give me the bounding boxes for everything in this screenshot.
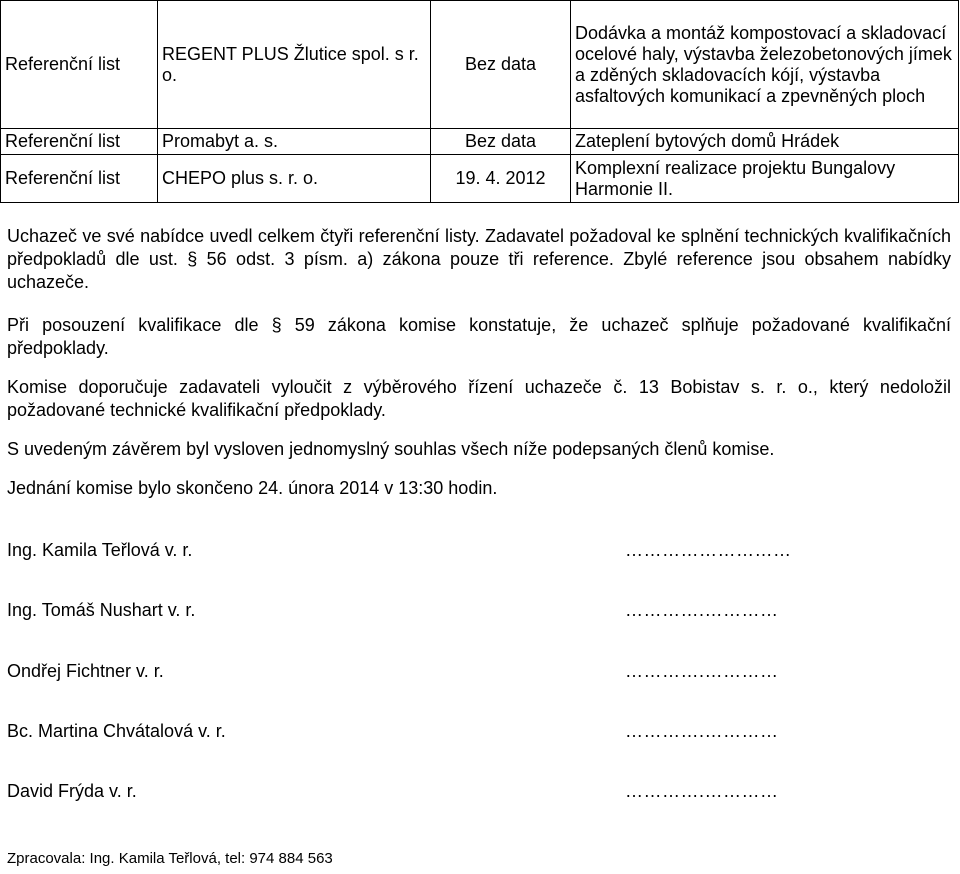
date-cell: 19. 4. 2012 [431, 155, 571, 203]
description-cell: Dodávka a montáž kompostovací a skladovací ocelové haly, výstavba železobetonových jímek a zděných skladovacích kójí, výstavba asfaltových komunikací a zpevněných ploch [571, 1, 959, 129]
paragraph-references: Uchazeč ve své nabídce uvedl celkem čtyři referenční listy. Zadavatel požadoval ke splnění technických kvalifikačních předpokladů dle ust. § 56 odst. 3 písm. a) zákona pouze tři reference. Zbylé reference jsou obsahem nabídky uchazeče. [7, 226, 951, 292]
prepared-by-footer: Zpracovala: Ing. Kamila Teřlová, tel: 974 884 563 [7, 850, 333, 867]
signature-line: ………….………… [625, 600, 779, 620]
signature-line: ………….………… [625, 721, 779, 741]
paragraph-exclusion: Komise doporučuje zadavateli vyloučit z výběrového řízení uchazeče č. 13 Bobistav s. r. o., který nedoložil požadované technické kvalifikační předpoklady. [7, 377, 951, 420]
signature-line: ………….………… [625, 661, 779, 681]
table-row [1, 1, 959, 129]
paragraph-qualification: Při posouzení kvalifikace dle § 59 zákona komise konstatuje, že uchazeč splňuje požadované kvalifikační předpoklady. [7, 315, 951, 358]
reference-type-cell: Referenční list [1, 129, 158, 155]
date-cell: Bez data [431, 1, 571, 129]
paragraph-closing: Jednání komise bylo skončeno 24. února 2014 v 13:30 hodin. [7, 478, 498, 498]
table-row [1, 129, 959, 155]
signatory-name: David Frýda v. r. [7, 781, 137, 801]
signatory-name: Ing. Tomáš Nushart v. r. [7, 600, 196, 620]
paragraph-agreement: S uvedeným závěrem byl vysloven jednomyslný souhlas všech níže podepsaných členů komise. [7, 439, 775, 459]
company-cell: CHEPO plus s. r. o. [158, 155, 431, 203]
signatory-name: Ing. Kamila Teřlová v. r. [7, 540, 193, 560]
table-row [1, 155, 959, 203]
company-cell: Promabyt a. s. [158, 129, 431, 155]
signature-line: ……………………… [625, 540, 792, 560]
signatory-name: Bc. Martina Chvátalová v. r. [7, 721, 226, 741]
description-cell: Komplexní realizace projektu Bungalovy Harmonie II. [571, 155, 959, 203]
signature-line: ………….………… [625, 781, 779, 801]
company-cell: REGENT PLUS Žlutice spol. s r. o. [158, 1, 431, 129]
reference-type-cell: Referenční list [1, 1, 158, 129]
description-cell: Zateplení bytových domů Hrádek [571, 129, 959, 155]
signatory-name: Ondřej Fichtner v. r. [7, 661, 164, 681]
reference-table [0, 0, 959, 203]
reference-type-cell: Referenční list [1, 155, 158, 203]
date-cell: Bez data [431, 129, 571, 155]
